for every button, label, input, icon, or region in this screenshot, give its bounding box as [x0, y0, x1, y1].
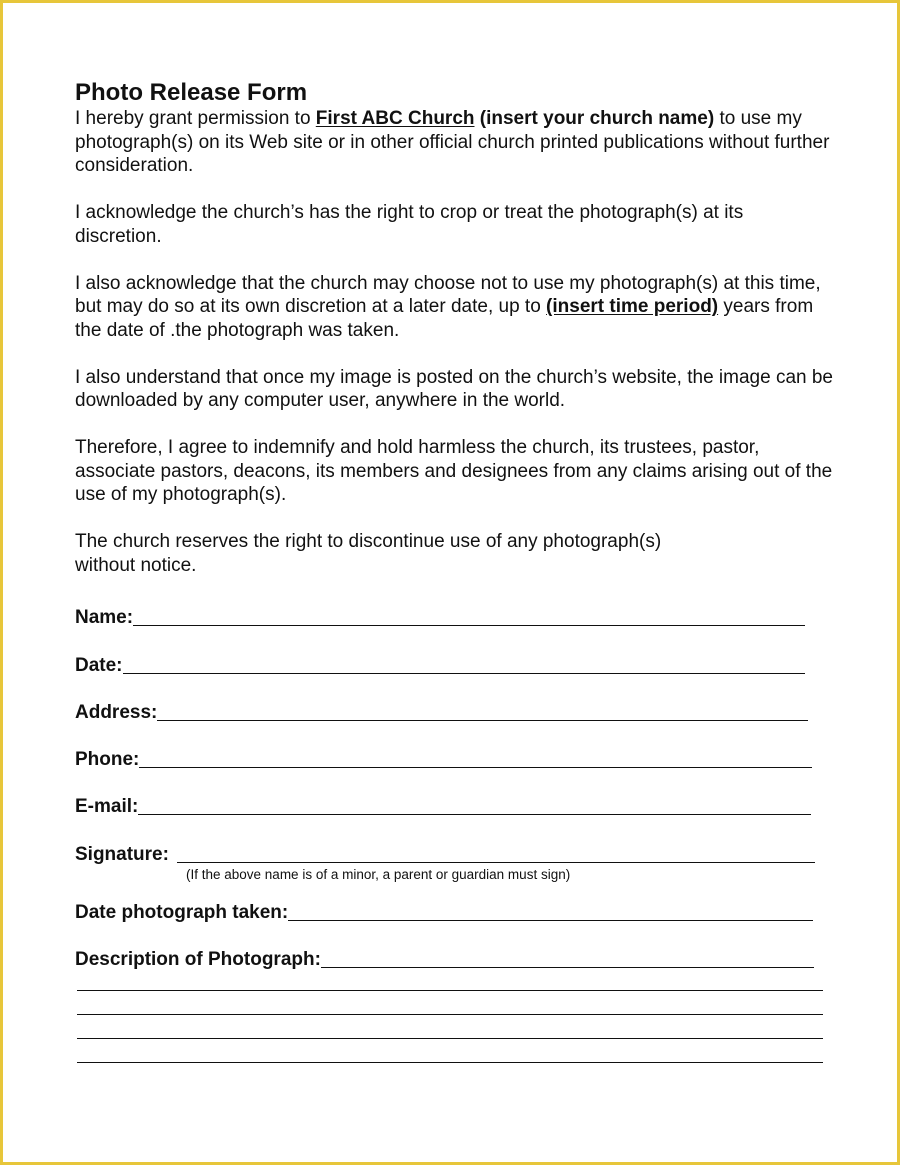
name-label: Name:: [75, 607, 134, 628]
description-label: Description of Photograph:: [75, 949, 321, 970]
form-body: [75, 79, 835, 601]
email-line[interactable]: [138, 813, 811, 815]
description-extra-line[interactable]: [77, 1014, 823, 1015]
email-field[interactable]: [75, 794, 811, 818]
description-extra-line[interactable]: [77, 1038, 823, 1039]
name-field[interactable]: [75, 605, 805, 629]
date-line[interactable]: [123, 672, 805, 674]
page-title: Photo Release Form: [75, 79, 308, 106]
date-label: Date:: [75, 655, 123, 676]
date-taken-line[interactable]: [288, 919, 813, 921]
name-line[interactable]: [133, 624, 805, 626]
phone-field[interactable]: [75, 747, 812, 771]
description-extra-line[interactable]: [77, 990, 823, 991]
permission-text-start: I hereby grant permission to: [75, 108, 316, 129]
download-paragraph: I also understand that once my image is posted on the church’s website, the image can be downloaded by any computer user, anywhere in the world.: [75, 366, 833, 411]
time-period-placeholder: (insert time period): [546, 296, 719, 317]
address-label: Address:: [75, 702, 158, 723]
signature-label: Signature:: [75, 844, 169, 865]
discontinue-line-2: without notice.: [75, 554, 197, 576]
discretion-text-end: years from the date of .the photograph was taken.: [75, 296, 814, 341]
permission-paragraph: [75, 107, 835, 178]
description-extra-line[interactable]: [77, 1062, 823, 1063]
phone-line[interactable]: [139, 766, 812, 768]
indemnify-paragraph: Therefore, I agree to indemnify and hold harmless the church, its trustees, pastor, associate pastors, deacons, its members and designees from any claims arising out of the use of my photograph(s).: [75, 437, 833, 505]
email-label: E-mail:: [75, 796, 139, 817]
description-field[interactable]: [75, 947, 814, 971]
discretion-paragraph: [75, 272, 835, 343]
address-line[interactable]: [157, 719, 808, 721]
crop-paragraph: I acknowledge the church’s has the right to crop or treat the photograph(s) at its discretion.: [75, 202, 744, 247]
date-taken-label: Date photograph taken:: [75, 902, 289, 923]
discontinue-paragraph: [75, 530, 835, 577]
discretion-text-start: I also acknowledge that the church may choose not to use my photograph(s) at this time, but may do so at its own discretion at a later date, up to: [75, 272, 821, 317]
signature-field[interactable]: [75, 842, 815, 866]
church-name-instruction: (insert your church name): [474, 108, 715, 129]
signature-line[interactable]: [177, 861, 815, 863]
date-field[interactable]: [75, 653, 805, 677]
phone-label: Phone:: [75, 749, 140, 770]
signature-hint: (If the above name is of a minor, a parent or guardian must sign): [186, 867, 571, 882]
permission-text-end: to use my photograph(s) on its Web site or in other official church printed publications without further consideration.: [75, 108, 830, 176]
church-name: First ABC Church: [315, 108, 475, 129]
address-field[interactable]: [75, 700, 808, 724]
date-taken-field[interactable]: [75, 900, 813, 924]
discontinue-line-1: The church reserves the right to discontinue use of any photograph(s): [75, 531, 662, 552]
description-line[interactable]: [321, 966, 814, 968]
